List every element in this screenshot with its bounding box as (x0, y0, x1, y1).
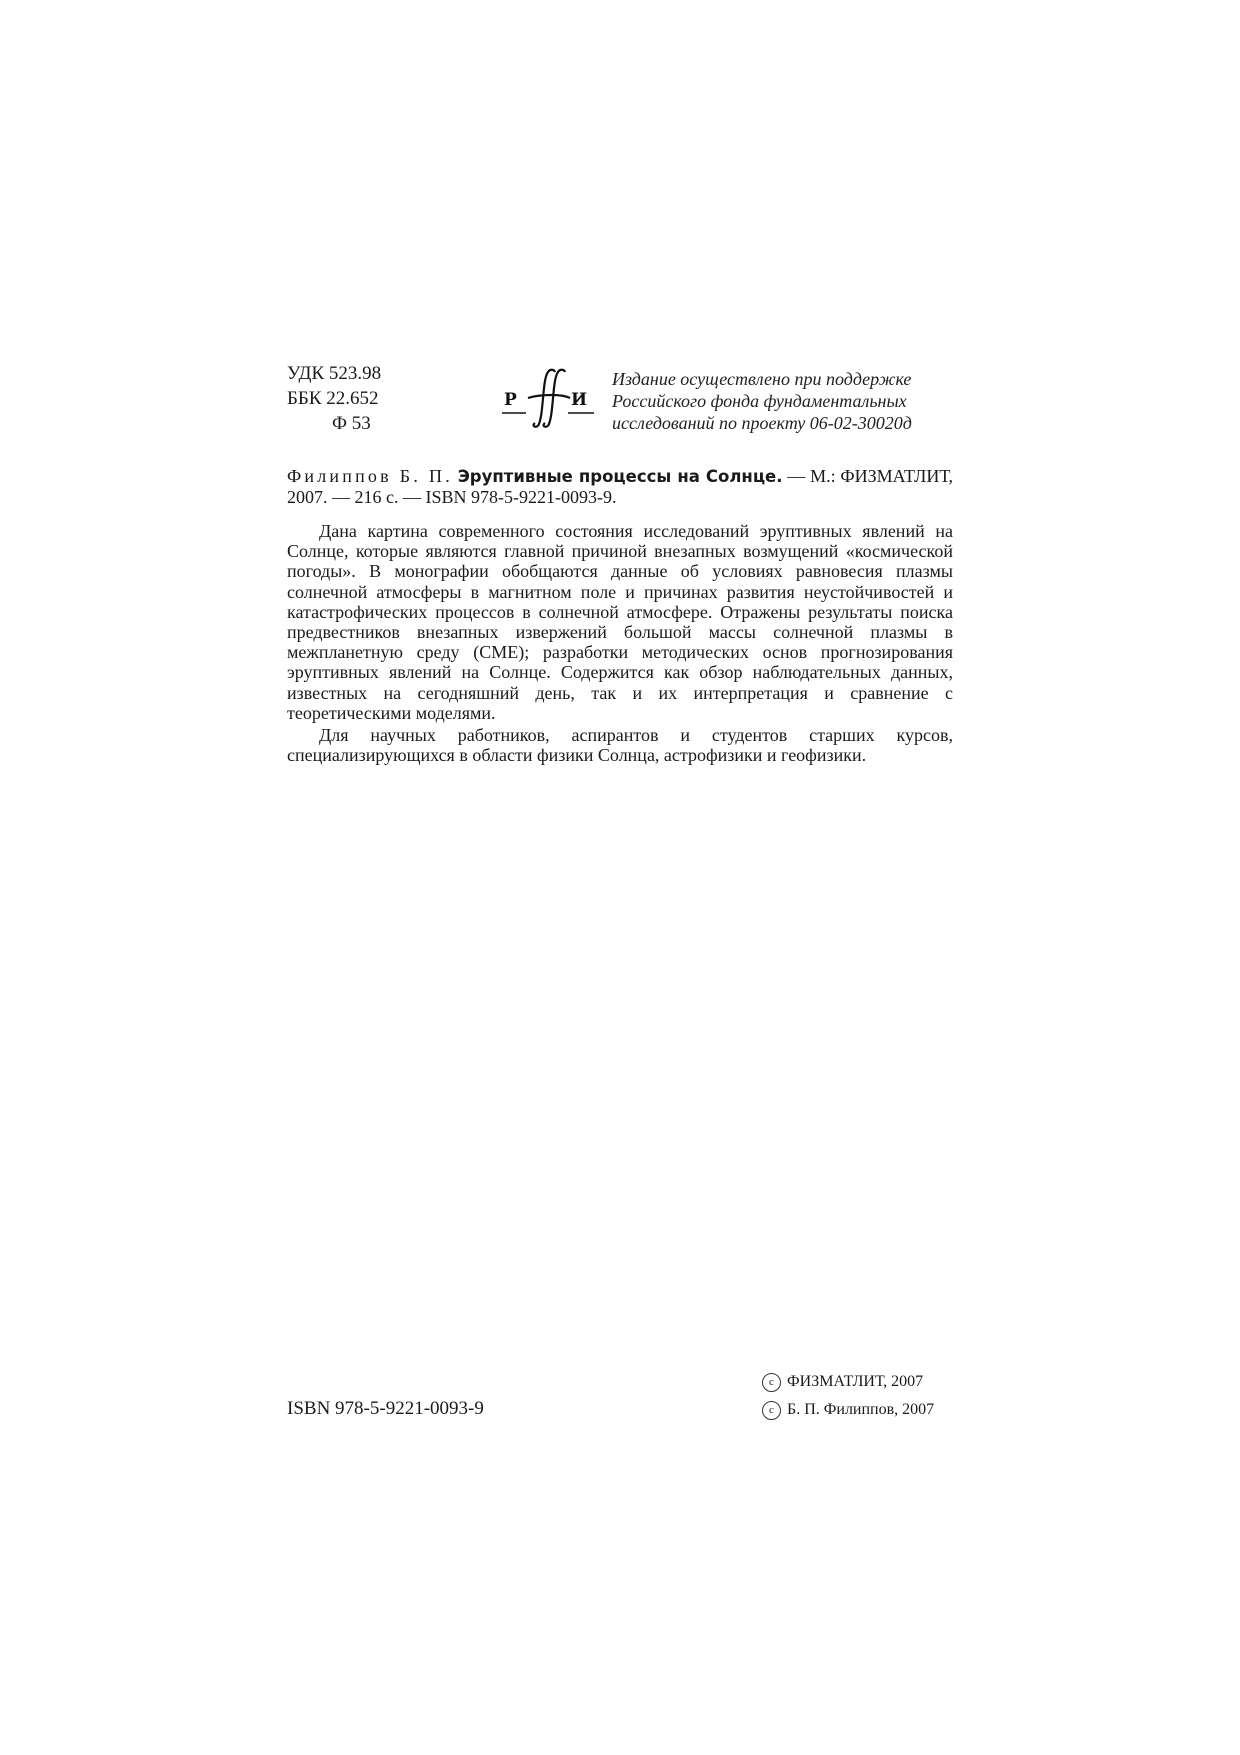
logo-double-f-icon (528, 370, 570, 427)
copyright-author (762, 1401, 934, 1420)
bbk-code: ББК 22.652 (287, 388, 379, 409)
book-title: Эруптивные процессы на Солнце. (457, 467, 783, 486)
annotation-audience: Для научных работников, аспирантов и студентов старших курсов, специализирующихся в области физики Солнца, астрофизики и геофизики. (287, 725, 953, 766)
logo-letter-i: И (571, 390, 588, 410)
classification-block (287, 361, 381, 436)
author-mark: Ф 53 (332, 413, 371, 434)
author-name: Филиппов Б. П. (287, 466, 453, 486)
support-note (612, 368, 956, 434)
copyright-author-text: Б. П. Филиппов, 2007 (787, 1401, 935, 1418)
isbn: ISBN 978-5-9221-0093-9 (287, 1398, 484, 1419)
rffi-logo (502, 366, 602, 430)
udk-code: УДК 523.98 (287, 363, 382, 384)
support-note-line: исследований по проекту 06-02-30020д (612, 413, 912, 433)
support-note-line: Российского фонда фундаментальных (612, 391, 907, 411)
copyright-publisher-text: ФИЗМАТЛИТ, 2007 (787, 1373, 924, 1390)
publication-info: — М.: ФИЗМАТЛИТ, 2007. — 216 с. — ISBN 978-5-9221-0093-9. (287, 466, 954, 507)
logo-letter-r: Р (504, 390, 517, 410)
copyright-publisher (762, 1373, 923, 1392)
annotation-paragraph: Дана картина современного состояния исследований эруптивных явлений на Солнце, которые являются главной причиной внезапных возмущений «космической погоды». В монографии обобщаются данные об условиях равновесия плазмы солнечной атмосферы в магнитном поле и причинах развития неустойчивостей и катастрофических процессов в солнечной атмосфере. Отражены результаты поиска предвестников внезапных извержений большой массы солнечной плазмы в межпланетную среду (CME); разработки методических основ прогнозирования эруптивных явлений на Солнце. Содержится как обзор наблюдательных данных, известных на сегодняшний день, так и их интерпретация и сравнение с теоретическими моделями. (287, 521, 953, 723)
copyright-icon: c (762, 1401, 781, 1420)
annotation (287, 521, 953, 767)
bibliographic-entry (287, 466, 953, 508)
copyright-icon: c (762, 1373, 781, 1392)
support-note-line: Издание осуществлено при поддержке (612, 369, 912, 389)
